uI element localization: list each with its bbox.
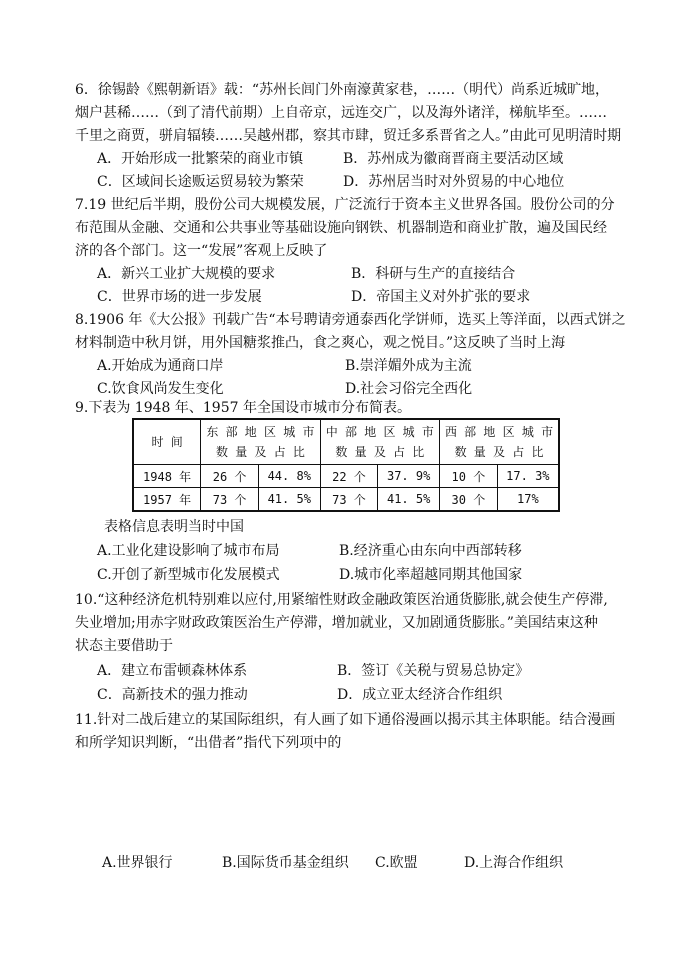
- q9-table-conclusion: 表格信息表明当时中国: [104, 519, 244, 535]
- q11-stem-line-2: 和所学知识判断，“出借者”指代下列项中的: [75, 735, 342, 751]
- q9-option-a: A.工业化建设影响了城市布局: [97, 543, 280, 559]
- table-cell: 17. 3%: [497, 465, 559, 488]
- header-central-line1: 中 部 地 区 城 市: [325, 425, 434, 439]
- table-row: [133, 465, 559, 488]
- city-distribution-table: [132, 418, 560, 512]
- q11-option-a: A.世界银行: [102, 855, 173, 871]
- q10-stem-line-1: 10.“这种经济危机特别难以应付,用紧缩性财政金融政策医治通货膨胀,就会使生产停滞,: [75, 592, 608, 608]
- table-cell: 37. 9%: [378, 465, 440, 488]
- q11-option-c: C.欧盟: [375, 855, 418, 871]
- q7-stem-line-1: 7.19 世纪后半期，股份公司大规模发展，广泛流行于资本主义世界各国。股份公司的分: [75, 197, 615, 213]
- q6-stem-line-3: 千里之商贾，骈肩辐辏……吴越州郡，察其市肆，贸迁多系晋省之人。”由此可见明清时期: [75, 128, 622, 144]
- table-header-central: [320, 419, 439, 465]
- table-cell: 41. 5%: [258, 488, 320, 512]
- q7-option-b: B．科研与生产的直接结合: [351, 266, 516, 282]
- q9-option-b: B.经济重心由东向中西部转移: [339, 543, 522, 559]
- q9-stem: 9.下表为 1948 年、1957 年全国设市城市分布简表。: [75, 400, 411, 416]
- table-cell: 17%: [497, 488, 559, 512]
- q7-stem-line-2: 布范围从金融、交通和公共事业等基础设施向钢铁、机器制造和商业扩散，遍及国民经: [75, 220, 607, 236]
- table-cell: 41. 5%: [378, 488, 440, 512]
- table-cell: 26 个: [201, 465, 259, 488]
- q8-option-d: D.社会习俗完全西化: [345, 381, 473, 397]
- q9-option-c: C.开创了新型城市化发展模式: [97, 567, 280, 583]
- q6-option-d: D．苏州居当时对外贸易的中心地位: [343, 174, 565, 190]
- q8-option-b: B.崇洋媚外成为主流: [345, 358, 472, 374]
- header-east-line2: 数 量 及 占 比: [215, 445, 305, 459]
- q6-option-b: B．苏州成为徽商晋商主要活动区域: [343, 151, 564, 167]
- q7-stem-line-3: 济的各个部门。这一“发展”客观上反映了: [75, 243, 328, 259]
- q7-option-d: D．帝国主义对外扩张的要求: [351, 289, 531, 305]
- q8-option-a: A.开始成为通商口岸: [97, 358, 224, 374]
- table-cell-year: 1957 年: [133, 488, 201, 512]
- table-corner-header: 时 间: [133, 419, 201, 465]
- q10-stem-line-2: 失业增加;用赤字财政政策医治生产停滞，增加就业，又加剧通货膨胀。”美国结束这种: [75, 615, 598, 631]
- q7-option-a: A．新兴工业扩大规模的要求: [97, 266, 276, 282]
- q7-option-c: C．世界市场的进一步发展: [97, 289, 262, 305]
- table-cell: 22 个: [320, 465, 378, 488]
- header-east-line1: 东 部 地 区 城 市: [206, 425, 315, 439]
- table-header-east: [201, 419, 320, 465]
- q10-stem-line-3: 状态主要借助于: [75, 638, 173, 654]
- q8-option-c: C.饮食风尚发生变化: [97, 381, 224, 397]
- table-row: [133, 488, 559, 512]
- q10-option-d: D．成立亚太经济合作组织: [337, 687, 503, 703]
- table-cell-year: 1948 年: [133, 465, 201, 488]
- q6-stem-line-1: 6．徐锡龄《熙朝新语》载：“苏州长闾门外南濠黄家巷，……（明代）尚系近城旷地，: [75, 82, 610, 98]
- q9-option-d: D.城市化率超越同期其他国家: [339, 567, 523, 583]
- q11-stem-line-1: 11.针对二战后建立的某国际组织，有人画了如下通俗漫画以揭示其主体职能。结合漫画: [75, 712, 616, 728]
- table-cell: 73 个: [201, 488, 259, 512]
- table-header-row: [133, 419, 559, 465]
- table-cell: 44. 8%: [258, 465, 320, 488]
- header-west-line2: 数 量 及 占 比: [454, 445, 544, 459]
- q6-option-a: A．开始形成一批繁荣的商业市镇: [97, 151, 304, 167]
- q6-stem-line-2: 烟户甚稀……（到了清代前期）上自帝京，远连交广，以及海外诸洋，梯航毕至。……: [75, 105, 607, 121]
- table-header-west: [440, 419, 559, 465]
- header-central-line2: 数 量 及 占 比: [335, 445, 425, 459]
- q10-option-b: B．签订《关税与贸易总协定》: [337, 663, 530, 679]
- header-west-line1: 西 部 地 区 城 市: [444, 425, 554, 439]
- table-cell: 10 个: [440, 465, 498, 488]
- q11-option-b: B.国际货币基金组织: [222, 855, 349, 871]
- q10-option-c: C．高新技术的强力推动: [97, 687, 248, 703]
- q8-stem-line-2: 材料制造中秋月饼，用外国糖浆推凸，食之爽心，观之悦目。”这反映了当时上海: [75, 335, 566, 351]
- q10-option-a: A．建立布雷顿森林体系: [97, 663, 248, 679]
- table-cell: 30 个: [440, 488, 498, 512]
- q6-option-c: C．区域间长途贩运贸易较为繁荣: [97, 174, 304, 190]
- q8-stem-line-1: 8.1906 年《大公报》刊载广告“本号聘请旁通泰西化学饼师，选买上等洋面，以西式饼之: [75, 312, 626, 328]
- table-cell: 73 个: [320, 488, 378, 512]
- q11-option-d: D.上海合作组织: [464, 855, 564, 871]
